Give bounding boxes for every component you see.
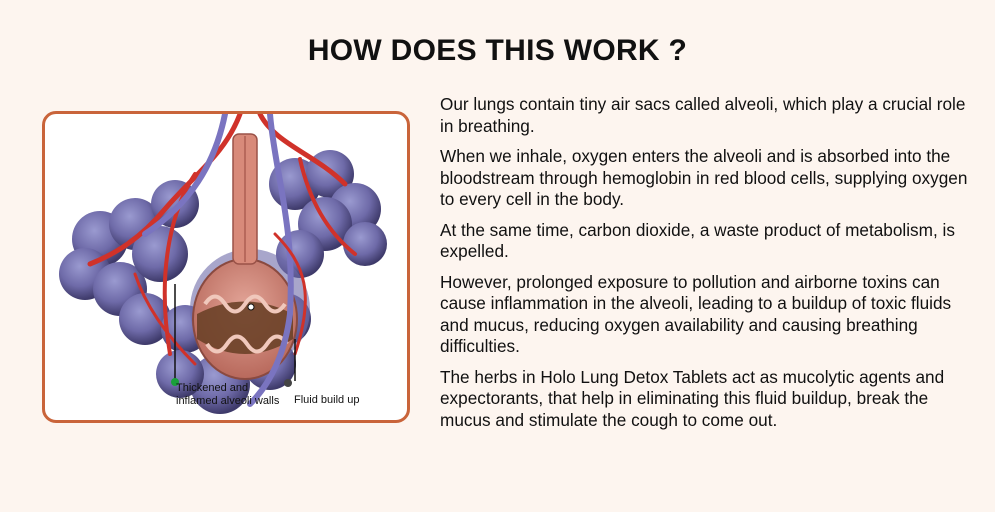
fluid-point-marker [248, 304, 254, 310]
paragraph-alveoli: Our lungs contain tiny air sacs called alveoli, which play a crucial role in breathing. [440, 94, 966, 136]
left-alveoli-cluster [59, 180, 209, 353]
callout-fluid-build-up: Fluid build up [294, 394, 360, 406]
callout-thickened-walls: Thickened and inflamed alveoli walls [176, 382, 280, 407]
explanation-text [440, 94, 980, 440]
page-title: HOW DOES THIS WORK ? [307, 34, 688, 67]
paragraph-carbon-dioxide: At the same time, carbon dioxide, a waste product of metabolism, is expelled. [440, 219, 955, 261]
paragraph-inhale: When we inhale, oxygen enters the alveoli and is absorbed into the bloodstream through hemoglobin in red blood cells, supplying oxygen to every cell in the body. [440, 146, 968, 209]
alveoli-illustration [45, 114, 407, 420]
alveoli-illustration-card [42, 111, 410, 423]
paragraph-pollution: However, prolonged exposure to pollution and airborne toxins can cause inflammation in the alveoli, leading to a buildup of toxic fluids and mucus, reducing oxygen availability and causing breathing difficulties. [440, 271, 952, 356]
paragraph-herbs: The herbs in Holo Lung Detox Tablets act as mucolytic agents and expectorants, that help in eliminating this fluid buildup, break the mucus and stimulate the cough to come out. [440, 366, 945, 430]
